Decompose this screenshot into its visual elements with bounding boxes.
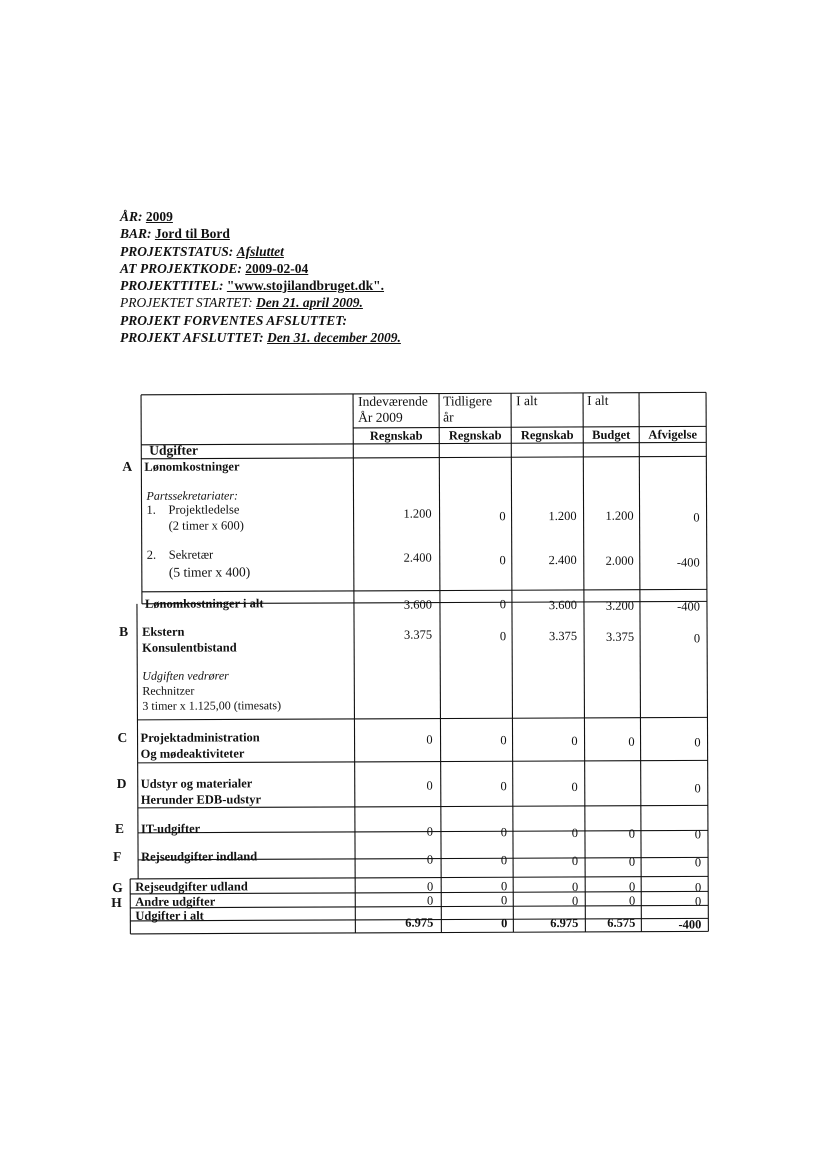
finished-value: Den 31. december 2009. — [267, 330, 401, 346]
b-title-line1: Ekstern — [142, 624, 185, 639]
year-label: ÅR: — [120, 209, 143, 224]
section-letter-c: C — [117, 729, 128, 745]
col5-subheader: Afvigelse — [648, 427, 698, 442]
section-letter-a: A — [122, 458, 133, 474]
c-col4: 0 — [628, 734, 635, 749]
grand-total-col2: 0 — [501, 916, 508, 931]
section-letter-h: H — [111, 894, 122, 910]
status-value: Afsluttet — [236, 243, 284, 259]
a-item1-number: 1. — [146, 502, 156, 517]
g-col3: 0 — [571, 879, 579, 894]
code-value: 2009-02-04 — [245, 260, 309, 276]
col2-subheader: Regnskab — [448, 428, 502, 443]
a-item1-col5: 0 — [693, 510, 700, 525]
title-value: "www.stojilandbruget.dk". — [226, 278, 385, 294]
title-label: PROJEKTTITEL: — [120, 278, 224, 294]
a-item2-detail: (5 timer x 400) — [168, 564, 251, 580]
g-col5: 0 — [694, 880, 702, 895]
a-item2-number: 2. — [146, 547, 157, 562]
a-total-col5: -400 — [677, 599, 701, 614]
a-item1-col4: 1.200 — [605, 508, 634, 523]
status-label: PROJEKTSTATUS: — [120, 243, 234, 259]
a-total-label: Lønomkostninger i alt — [144, 596, 264, 611]
a-item1-col1: 1.200 — [403, 506, 432, 521]
col3-header: I alt — [516, 393, 538, 409]
a-item1-detail: (2 timer x 600) — [168, 518, 244, 533]
a-total-col1: 3.600 — [403, 597, 432, 612]
budget-table — [106, 382, 708, 940]
b-col5: 0 — [693, 631, 701, 646]
code-label: AT PROJEKTKODE: — [120, 260, 242, 276]
code-row — [120, 260, 401, 277]
a-item1-col3: 1.200 — [548, 508, 577, 524]
grand-total-col1: 6.975 — [405, 915, 434, 930]
col3-subheader: Regnskab — [520, 427, 574, 443]
col2-header-line2: år — [443, 409, 454, 425]
grand-total-col4: 6.575 — [607, 915, 636, 930]
g-title: Rejseudgifter udland — [135, 879, 248, 894]
a-item2-col2: 0 — [499, 553, 506, 568]
d-col2: 0 — [500, 779, 507, 794]
b-col4: 3.375 — [605, 629, 635, 644]
c-col1: 0 — [426, 732, 433, 747]
g-col2: 0 — [500, 879, 508, 894]
h-title: Andre udgifter — [135, 894, 216, 909]
c-col3: 0 — [571, 733, 578, 748]
section-letter-b: B — [119, 623, 129, 639]
col4-subheader: Budget — [592, 427, 631, 442]
expenses-heading: Udgifter — [149, 442, 199, 458]
title-row — [120, 277, 401, 294]
e-col3: 0 — [571, 825, 578, 840]
c-title-line2: Og mødeaktiviteter — [140, 746, 245, 761]
f-title: Rejseudgifter indland — [141, 849, 258, 864]
b-col3: 3.375 — [548, 628, 578, 644]
d-title-line2: Herunder EDB-udstyr — [140, 792, 262, 807]
grand-total-col5: -400 — [678, 917, 702, 932]
f-col3: 0 — [571, 853, 579, 868]
year-row — [120, 208, 401, 225]
g-col1: 0 — [426, 879, 434, 894]
a-item2-name: Sekretær — [168, 547, 214, 562]
a-title: Lønomkostninger — [144, 459, 240, 474]
baar-value: Jord til Bord — [154, 226, 230, 242]
section-letter-d: D — [116, 775, 127, 791]
h-col1: 0 — [426, 893, 434, 908]
a-item2-col1: 2.400 — [403, 550, 432, 565]
d-col3: 0 — [571, 779, 578, 794]
a-item2-col5: -400 — [676, 555, 700, 570]
b-title-line2: Konsulentbistand — [142, 640, 237, 655]
b-col2: 0 — [499, 629, 507, 644]
b-note-line2: Rechnitzer — [142, 683, 195, 698]
f-col4: 0 — [628, 854, 636, 869]
c-col2: 0 — [500, 733, 507, 748]
d-col5: 0 — [694, 781, 701, 796]
started-row — [120, 294, 401, 311]
grand-total-col3: 6.975 — [550, 915, 579, 931]
a-total-col3: 3.600 — [548, 597, 577, 613]
section-letter-f: F — [113, 848, 122, 864]
e-col5: 0 — [694, 827, 701, 842]
f-col5: 0 — [694, 855, 702, 870]
d-col1: 0 — [426, 778, 433, 793]
f-col2: 0 — [500, 853, 508, 868]
a-item2-col4: 2.000 — [605, 553, 634, 568]
a-item1-name: Projektledelse — [168, 502, 240, 517]
col1-header-line1: Indeværende — [358, 393, 428, 409]
d-title-line1: Udstyr og materialer — [140, 776, 253, 791]
col2-header-line1: Tidligere — [443, 393, 493, 409]
finished-row — [120, 329, 401, 346]
b-col1: 3.375 — [403, 627, 433, 642]
baar-row — [120, 225, 401, 242]
h-col2: 0 — [500, 893, 508, 908]
project-header — [120, 208, 401, 346]
year-value: 2009 — [145, 209, 173, 224]
c-title-line1: Projektadministration — [140, 730, 260, 745]
a-subtitle: Partssekretariater: — [146, 488, 239, 503]
e-title: IT-udgifter — [140, 821, 201, 836]
a-total-col2: 0 — [499, 597, 506, 612]
finished-label: PROJEKT AFSLUTTET: — [120, 330, 264, 346]
section-letter-e: E — [114, 820, 124, 836]
col1-header-line2: År 2009 — [358, 409, 403, 425]
e-col4: 0 — [628, 826, 635, 841]
h-col3: 0 — [571, 893, 579, 908]
col1-subheader: Regnskab — [369, 428, 423, 443]
e-col2: 0 — [500, 825, 507, 840]
section-letter-g: G — [112, 879, 123, 895]
col4-header: I alt — [587, 392, 609, 408]
b-note-line1: Udgiften vedrører — [142, 668, 229, 683]
baar-label: BAR: — [120, 226, 152, 242]
expected-row — [120, 312, 401, 329]
a-item1-col2: 0 — [499, 509, 506, 524]
grand-total-label: Udgifter i alt — [135, 908, 204, 923]
a-item2-col3: 2.400 — [548, 552, 577, 568]
started-label: PROJEKTET STARTET: — [120, 295, 253, 311]
h-col5: 0 — [694, 894, 702, 909]
expected-label: PROJEKT FORVENTES AFSLUTTET: — [120, 312, 348, 328]
c-col5: 0 — [694, 735, 701, 750]
h-col4: 0 — [628, 893, 636, 908]
g-col4: 0 — [628, 879, 636, 894]
e-col1: 0 — [426, 824, 433, 839]
a-total-col4: 3.200 — [605, 598, 634, 613]
f-col1: 0 — [426, 852, 434, 867]
started-value: Den 21. april 2009. — [256, 295, 363, 311]
b-note-line3: 3 timer x 1.125,00 (timesats) — [142, 698, 282, 713]
status-row — [120, 243, 401, 260]
